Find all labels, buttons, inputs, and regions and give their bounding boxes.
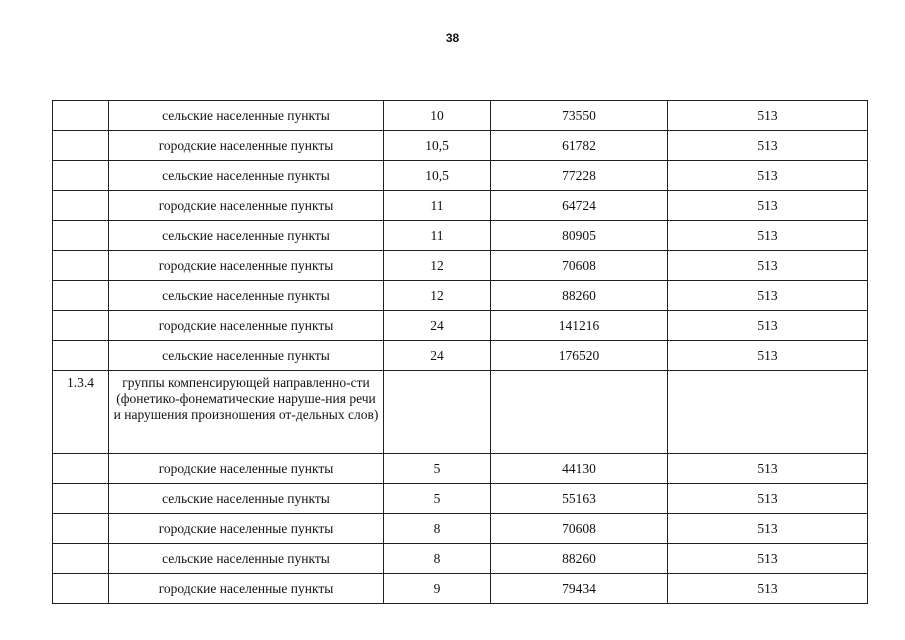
row-description-cell: городские населенные пункты [109,454,384,484]
row-code-cell [53,251,109,281]
table-row [53,131,868,161]
row-code-cell [53,311,109,341]
row-amount-cell: 88260 [491,281,668,311]
row-description-cell: городские населенные пункты [109,574,384,604]
row-amount-cell: 55163 [491,484,668,514]
row-count-cell: 8 [384,514,491,544]
row-amount-cell: 70608 [491,514,668,544]
row-count-cell: 5 [384,484,491,514]
row-code-cell [53,191,109,221]
row-count-cell [384,371,491,454]
row-code-cell [53,341,109,371]
row-count-cell: 8 [384,544,491,574]
row-count-cell: 10,5 [384,161,491,191]
row-amount-cell: 80905 [491,221,668,251]
row-description-cell: сельские населенные пункты [109,484,384,514]
row-description-cell: сельские населенные пункты [109,101,384,131]
row-count-cell: 24 [384,341,491,371]
table-row [53,341,868,371]
row-amount-cell: 64724 [491,191,668,221]
row-count-cell: 12 [384,251,491,281]
row-description-cell: сельские населенные пункты [109,341,384,371]
row-value-cell: 513 [668,161,868,191]
row-code-cell: 1.3.4 [53,371,109,454]
row-count-cell: 12 [384,281,491,311]
row-code-cell [53,281,109,311]
row-description-cell: сельские населенные пункты [109,221,384,251]
row-value-cell: 513 [668,311,868,341]
row-count-cell: 10,5 [384,131,491,161]
row-value-cell: 513 [668,514,868,544]
table-group-row [53,371,868,454]
row-count-cell: 11 [384,221,491,251]
table-body [53,101,868,604]
data-table [52,100,868,604]
row-count-cell: 10 [384,101,491,131]
row-value-cell: 513 [668,251,868,281]
table-row [53,454,868,484]
row-amount-cell [491,371,668,454]
row-description-cell: городские населенные пункты [109,191,384,221]
row-description-cell: сельские населенные пункты [109,281,384,311]
row-code-cell [53,454,109,484]
row-description-cell: сельские населенные пункты [109,161,384,191]
row-code-cell [53,484,109,514]
row-count-cell: 9 [384,574,491,604]
row-value-cell: 513 [668,574,868,604]
row-amount-cell: 79434 [491,574,668,604]
row-value-cell: 513 [668,221,868,251]
table-row [53,544,868,574]
row-amount-cell: 70608 [491,251,668,281]
table-row [53,221,868,251]
row-value-cell: 513 [668,281,868,311]
row-amount-cell: 176520 [491,341,668,371]
table-row [53,311,868,341]
row-description-cell: сельские населенные пункты [109,544,384,574]
row-value-cell: 513 [668,191,868,221]
row-code-cell [53,514,109,544]
row-code-cell [53,544,109,574]
row-value-cell: 513 [668,131,868,161]
row-code-cell [53,161,109,191]
row-amount-cell: 44130 [491,454,668,484]
row-value-cell: 513 [668,484,868,514]
table-row [53,251,868,281]
row-amount-cell: 88260 [491,544,668,574]
table-row [53,574,868,604]
row-amount-cell: 73550 [491,101,668,131]
row-code-cell [53,131,109,161]
table-row [53,191,868,221]
row-amount-cell: 141216 [491,311,668,341]
row-value-cell: 513 [668,101,868,131]
row-description-cell: городские населенные пункты [109,514,384,544]
row-description-cell: городские населенные пункты [109,311,384,341]
row-amount-cell: 61782 [491,131,668,161]
table-row [53,101,868,131]
row-value-cell: 513 [668,544,868,574]
row-count-cell: 24 [384,311,491,341]
table-row [53,484,868,514]
row-description-cell: группы компенсирующей направленно-сти (фонетико-фонематические наруше-ния речи и нарушения произношения от-дельных слов) [109,371,384,454]
row-count-cell: 11 [384,191,491,221]
row-code-cell [53,101,109,131]
page-number: 38 [445,31,460,45]
table-row [53,514,868,544]
row-code-cell [53,221,109,251]
row-description-cell: городские населенные пункты [109,131,384,161]
row-value-cell [668,371,868,454]
row-count-cell: 5 [384,454,491,484]
row-amount-cell: 77228 [491,161,668,191]
table-row [53,161,868,191]
row-code-cell [53,574,109,604]
row-value-cell: 513 [668,341,868,371]
table-row [53,281,868,311]
row-description-cell: городские населенные пункты [109,251,384,281]
row-value-cell: 513 [668,454,868,484]
